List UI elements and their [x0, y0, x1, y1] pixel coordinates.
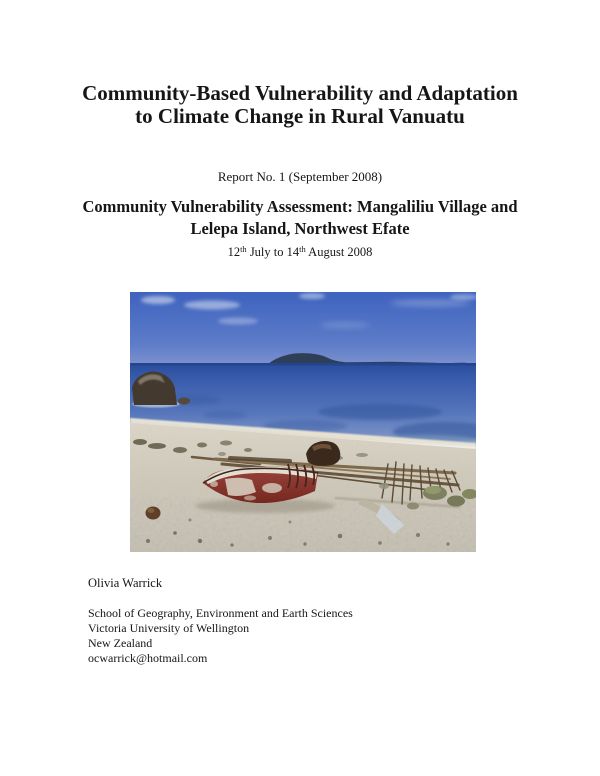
- affiliation-school: School of Geography, Environment and Earth Sciences: [88, 606, 353, 620]
- author-affiliation: [88, 606, 353, 666]
- author-name: Olivia Warrick: [88, 576, 163, 590]
- report-subtitle: [0, 196, 600, 240]
- cover-photo: [130, 292, 476, 552]
- page-title: [0, 82, 600, 128]
- affiliation-university: Victoria University of Wellington: [88, 621, 250, 635]
- title-line-1: Community-Based Vulnerability and Adaptation: [82, 81, 518, 105]
- subtitle-line-1: Community Vulnerability Assessment: Mangaliliu Village and: [82, 197, 518, 216]
- horizon-line: [130, 363, 476, 366]
- title-line-2: to Climate Change in Rural Vanuatu: [135, 104, 465, 128]
- affiliation-country: New Zealand: [88, 636, 153, 650]
- author-email: ocwarrick@hotmail.com: [88, 651, 208, 665]
- report-number: Report No. 1 (September 2008): [217, 169, 383, 184]
- coconut: [146, 507, 161, 520]
- subtitle-line-2: Lelepa Island, Northwest Efate: [190, 219, 410, 238]
- survey-dates: 12th July to 14th August 2008: [227, 244, 373, 259]
